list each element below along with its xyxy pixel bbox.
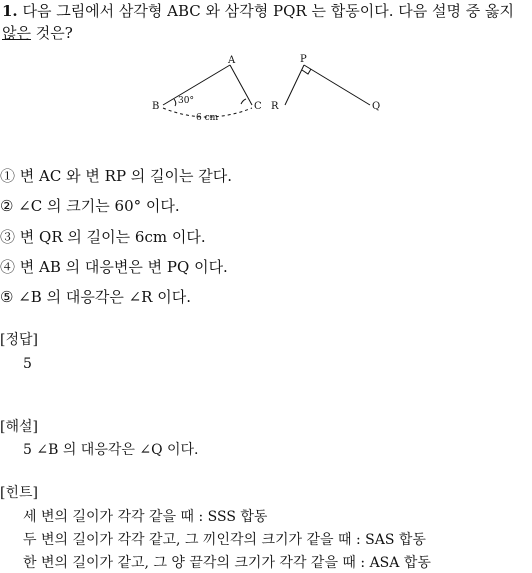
triangle-pqr — [271, 54, 380, 112]
choice-5[interactable] — [0, 288, 191, 306]
choice-1-marker: ① — [0, 167, 16, 185]
angle-b-arc — [174, 99, 176, 106]
angle-c-arc — [241, 99, 246, 104]
question-line-1 — [2, 2, 514, 20]
label-c: C — [254, 101, 262, 112]
question-line-2 — [2, 24, 73, 42]
angle-p-mark — [302, 69, 311, 74]
side-ac — [230, 65, 252, 105]
choice-2-marker: ② — [0, 197, 14, 215]
question-number: 1. — [2, 2, 18, 20]
hint-label: [힌트] — [0, 485, 38, 501]
choice-4-text: 변 AB 의 대응변은 변 PQ 이다. — [19, 258, 228, 276]
question-text: 다음 그림에서 삼각형 ABC 와 삼각형 PQR 는 합동이다. 다음 설명 중 옳지 — [22, 2, 514, 20]
side-rp — [285, 65, 304, 105]
label-length-6cm: 6 cm — [196, 113, 219, 123]
choice-2-text: ∠C 의 크기는 60° 이다. — [18, 197, 180, 215]
label-q: Q — [372, 101, 381, 112]
choice-3-marker: ③ — [0, 228, 16, 246]
label-a: A — [228, 55, 236, 66]
explanation-label: [해설] — [0, 419, 38, 435]
triangle-abc — [152, 55, 262, 123]
answer-label: [정답] — [0, 332, 38, 348]
label-r: R — [271, 101, 279, 112]
label-b: B — [152, 101, 160, 112]
question-underlined-word: 않은 — [2, 24, 31, 42]
hint-line-3: 한 변의 길이가 같고, 그 양 끝각의 크기가 각각 같을 때 : ASA 합동 — [23, 555, 431, 571]
choice-5-marker: ⑤ — [0, 288, 14, 306]
triangle-figure — [140, 50, 400, 130]
label-p: P — [300, 54, 307, 65]
hint-line-1: 세 변의 길이가 각각 같을 때 : SSS 합동 — [23, 509, 268, 525]
choice-4-marker: ④ — [0, 258, 16, 276]
side-pq — [304, 65, 370, 105]
explanation-text: 5 ∠B 의 대응각은 ∠Q 이다. — [23, 442, 199, 458]
choice-3-text: 변 QR 의 길이는 6cm 이다. — [19, 228, 206, 246]
choice-1-text: 변 AC 와 변 RP 의 길이는 같다. — [19, 167, 233, 185]
label-angle-30: 30° — [178, 96, 194, 106]
answer-value: 5 — [23, 356, 32, 372]
question-text-end: 것은? — [30, 24, 73, 42]
side-ab — [163, 65, 230, 105]
choice-1[interactable] — [0, 167, 232, 185]
choice-2[interactable] — [0, 197, 180, 215]
choice-5-text: ∠B 의 대응각은 ∠R 이다. — [18, 288, 191, 306]
hint-line-2: 두 변의 길이가 각각 같고, 그 끼인각의 크기가 같을 때 : SAS 합동 — [23, 532, 426, 548]
choice-4[interactable] — [0, 258, 228, 276]
choice-3[interactable] — [0, 228, 206, 246]
